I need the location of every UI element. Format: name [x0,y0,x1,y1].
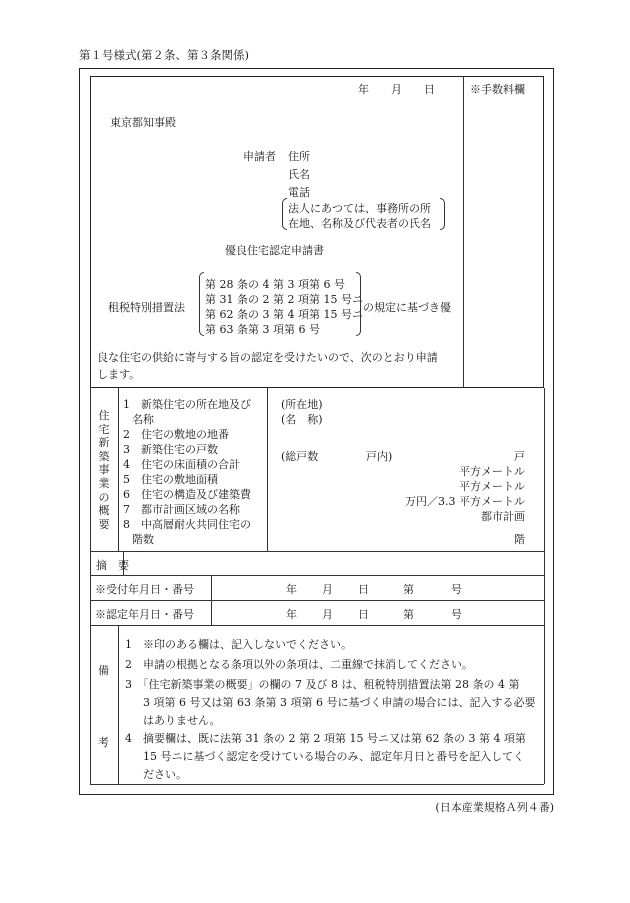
received-year: 年 [286,583,297,596]
notes-divider [118,625,119,784]
item-line: 1 新築住宅の所在地及び [123,398,251,411]
items-divider [267,388,268,551]
clause-item: 第 62 条の 3 第 4 項第 15 号ニ [205,308,363,321]
approved-day: 日 [358,608,369,621]
notes-label-1: 備 [98,664,109,677]
approved-month: 月 [322,608,333,621]
row-line [90,575,544,576]
approved-no-suffix: 号 [451,608,462,621]
approved-no-prefix: 第 [403,608,414,621]
note-line: 2 申請の根拠となる条項以外の条項は、二重線で抹消してください。 [125,658,473,671]
unit-ko: 戸 [514,450,525,463]
document-title: 優良住宅認定申請書 [225,244,324,257]
item-line: 7 都市計画区域の名称 [123,503,240,516]
note-line: 15 号ニに基づく認定を受けている場合のみ、認定年月日と番号を記入してく [143,750,525,763]
summary-label: 摘 要 [96,559,129,572]
note-line: はありません。 [143,714,221,727]
law-name: 租税特別措置法 [108,301,185,314]
notes-label-2: 考 [98,736,109,749]
table-left-line [90,388,91,784]
body-line-2: します。 [97,368,141,381]
received-month: 月 [322,583,333,596]
clause-suffix: の規定に基づき優 [363,301,451,314]
fee-label: ※手数料欄 [470,83,525,96]
unit-floors: 階 [514,533,525,546]
date-label: 年 月 日 [358,83,435,96]
approved-label: ※認定年月日・番号 [95,608,194,621]
item-line: 名称 [132,413,154,426]
clause-item: 第 28 条の 4 第 3 項第 6 号 [205,278,345,291]
clause-item: 第 63 条第 3 項第 6 号 [205,323,320,336]
name-label: 氏名 [288,168,310,181]
units-inner-label: 戸内) [366,450,393,463]
corp-note-line-1: 法人にあつては、事務所の所 [288,202,431,215]
received-no-prefix: 第 [403,583,414,596]
item-line: 8 中高層耐火共同住宅の [123,518,251,531]
note-line: 3 項第 6 号又は第 63 条第 3 項第 6 号に基づく申請の場合には、記入する必要 [143,696,536,709]
item-line: 3 新築住宅の戸数 [123,443,218,456]
note-line: 4 摘要欄は、既に法第 31 条の 2 第 2 項第 15 号ニ又は第 62 条の 3 第 4 項第 [125,732,526,745]
note-line: 3 「住宅新築事業の概要」の欄の 7 及び 8 は、租税特別措置法第 28 条の 4 第 [125,678,520,691]
item-line: 6 住宅の構造及び建築費 [123,488,251,501]
row-line [90,625,544,626]
location-name-label: (名 称) [281,413,323,426]
footer-standard: (日本産業規格Ａ列４番) [435,801,554,814]
unit-city-plan: 都市計画 [481,510,525,523]
addressee: 東京都知事殿 [110,116,176,129]
item-line: 2 住宅の敷地の地番 [123,428,229,441]
section-label-divider [118,388,119,551]
received-no-suffix: 号 [451,583,462,596]
fee-column-divider [463,76,464,388]
corp-note-right-brace [440,198,445,230]
row-line [90,784,544,785]
location-label: (所在地) [281,398,323,411]
item-line: 5 住宅の敷地面積 [123,473,218,486]
form-title: 第１号様式(第２条、第３条関係) [79,48,249,62]
clauses-left-brace [199,272,204,336]
date-divider [211,575,212,625]
clauses-right-brace [356,272,361,336]
unit-sqm: 平方メートル [459,480,525,493]
row-line [90,600,544,601]
section-label: 住宅新築事業の概要 [98,409,110,531]
table-right-line [544,388,545,784]
received-day: 日 [358,583,369,596]
corp-note-left-brace [282,198,287,230]
corp-note-line-2: 在地、名称及び代表者の氏名 [288,217,431,230]
applicant-label: 申請者 [243,150,276,163]
phone-label: 電話 [288,186,310,199]
total-units-label: (総戸数 [281,450,319,463]
unit-cost: 万円／3.3 平方メートル [405,495,525,508]
note-line: ださい。 [143,768,187,781]
item-line: 階数 [132,533,154,546]
item-line: 4 住宅の床面積の合計 [123,458,240,471]
address-label: 住所 [288,150,310,163]
row-line [90,551,544,552]
note-line: 1 ※印のある欄は、記入しないでください。 [125,638,352,651]
received-label: ※受付年月日・番号 [95,583,194,596]
unit-sqm: 平方メートル [459,465,525,478]
body-line-1: 良な住宅の供給に寄与する旨の認定を受けたいので、次のとおり申請 [97,351,438,364]
approved-year: 年 [286,608,297,621]
clause-item: 第 31 条の 2 第 2 項第 15 号ニ [205,293,363,306]
